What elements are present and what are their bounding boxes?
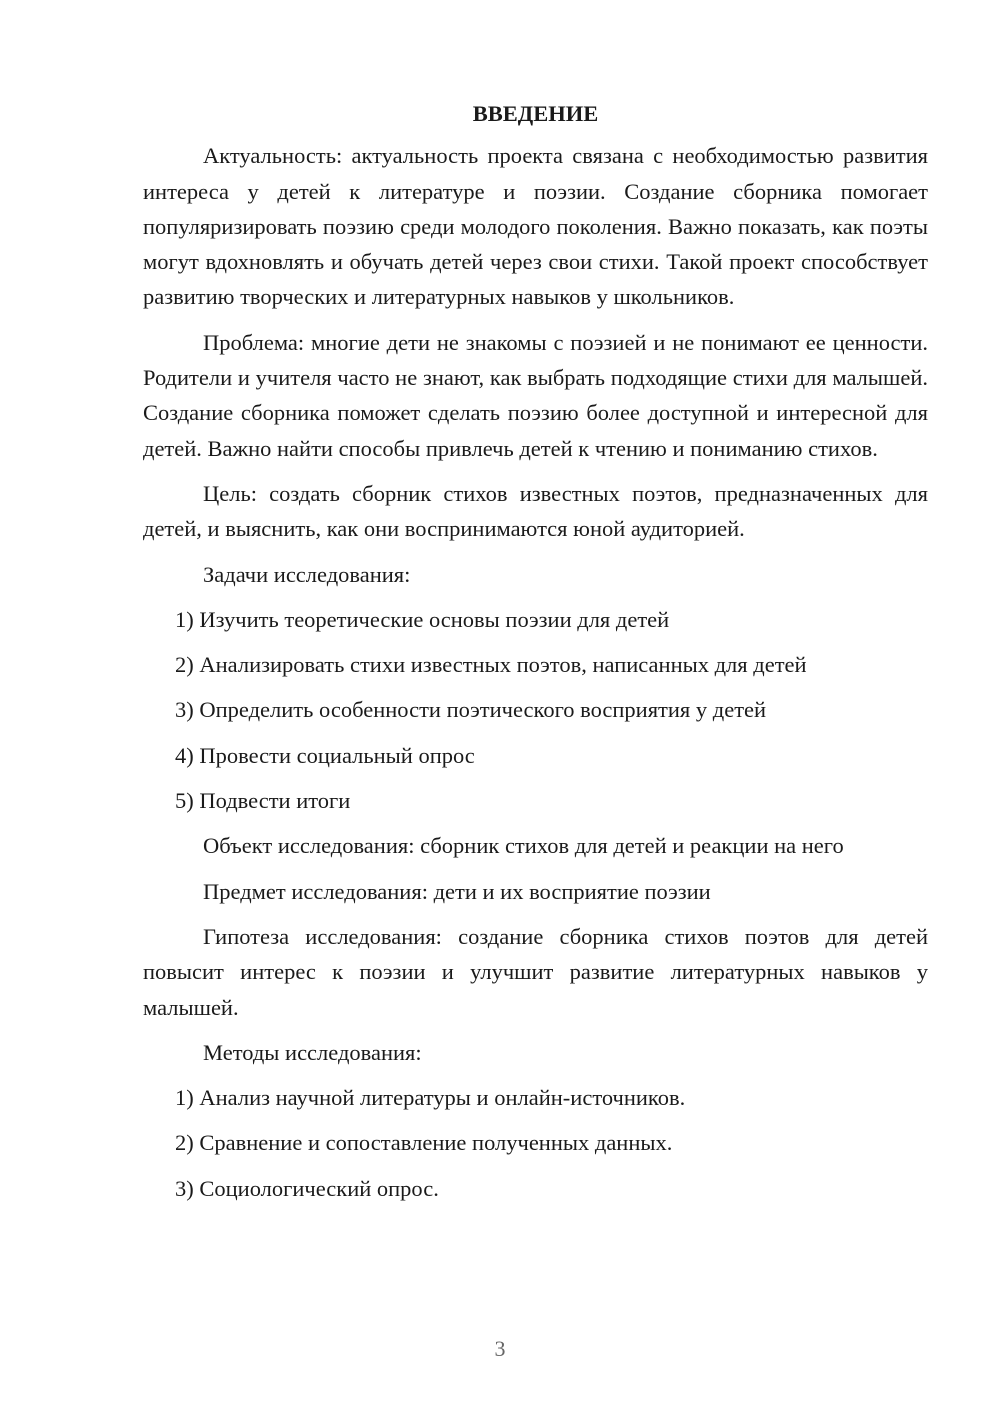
subject-paragraph: Предмет исследования: дети и их восприятие поэзии <box>203 878 711 904</box>
relevance-paragraph: Актуальность: актуальность проекта связана с необходимостью развития интереса у детей к литературе и поэзии. Создание сборника помогает популяризировать поэзию среди молодого поколения. Важно показать, как поэты могут вдохновлять и обучать детей через свои стихи. Такой проект способствует развитию творческих и литературных навыков у школьников. <box>143 143 928 310</box>
section-heading: ВВЕДЕНИЕ <box>472 101 599 126</box>
method-item: 1) Анализ научной литературы и онлайн-источников. <box>175 1085 686 1111</box>
task-item: 5) Подвести итоги <box>175 788 351 814</box>
goal-paragraph: Цель: создать сборник стихов известных поэтов, предназначенных для детей, и выяснить, как они воспринимаются юной аудиторией. <box>143 480 928 542</box>
method-item: 2) Сравнение и сопоставление полученных данных. <box>175 1130 673 1156</box>
methods-title: Методы исследования: <box>203 1039 422 1065</box>
page-content <box>143 96 928 1216</box>
task-item: 3) Определить особенности поэтического восприятия у детей <box>175 697 767 723</box>
problem-paragraph: Проблема: многие дети не знакомы с поэзией и не понимают ее ценности. Родители и учителя часто не знают, как выбрать подходящие стихи для малышей. Создание сборника поможет сделать поэзию более доступной и интересной для детей. Важно найти способы привлечь детей к чтению и пониманию стихов. <box>143 329 928 461</box>
task-item: 2) Анализировать стихи известных поэтов, написанных для детей <box>175 652 807 678</box>
tasks-title: Задачи исследования: <box>203 561 411 587</box>
hypothesis-paragraph: Гипотеза исследования: создание сборника стихов поэтов для детей повысит интерес к поэзии и улучшит развитие литературных навыков у малышей. <box>143 923 928 1020</box>
page-number: 3 <box>494 1336 506 1361</box>
methods-list <box>143 1080 928 1206</box>
task-item: 1) Изучить теоретические основы поэзии для детей <box>175 606 670 632</box>
tasks-list <box>143 602 928 818</box>
object-paragraph: Объект исследования: сборник стихов для детей и реакции на него <box>203 833 844 859</box>
method-item: 3) Социологический опрос. <box>175 1175 439 1201</box>
task-item: 4) Провести социальный опрос <box>175 742 475 768</box>
